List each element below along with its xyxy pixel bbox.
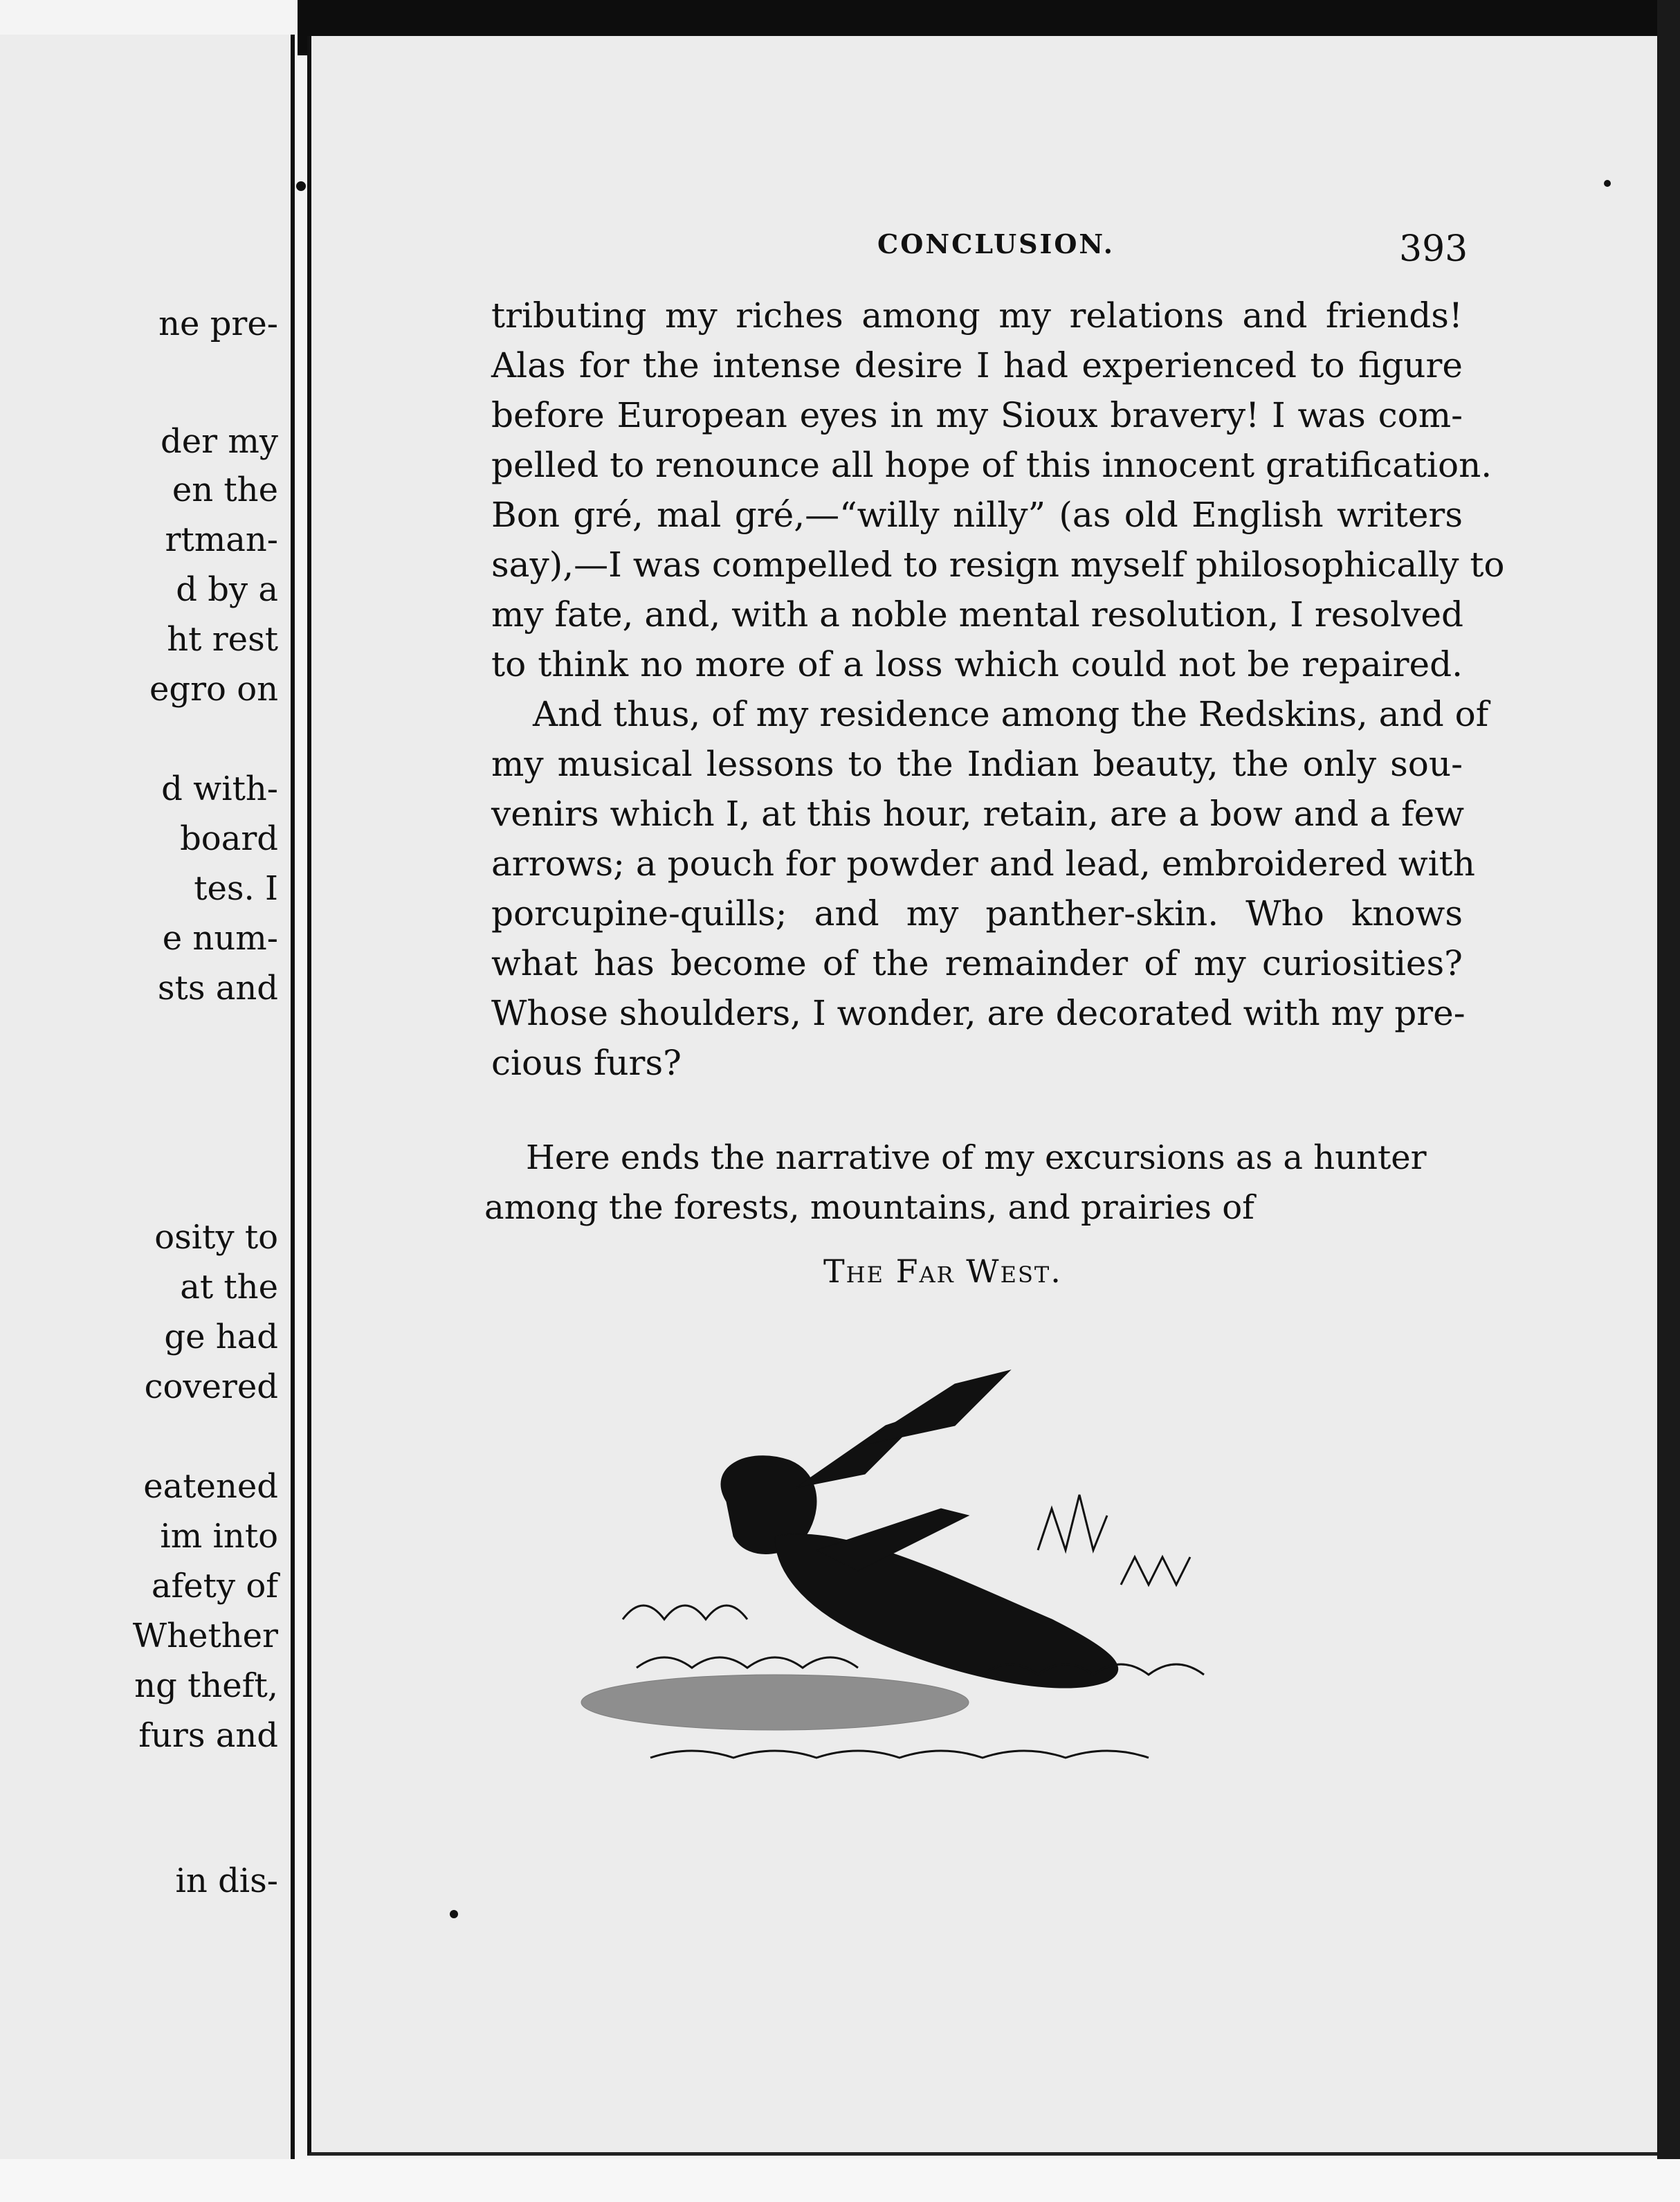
left-page-line: tes. I: [194, 869, 278, 908]
dead-bird-illustration: [567, 1343, 1363, 1820]
left-page-line: egro on: [149, 670, 278, 709]
paragraph-1-line: say),—I was compelled to resign myself philosophically to: [491, 545, 1505, 585]
paragraph-2-line: venirs which I, at this hour, retain, are a bow and a few: [491, 794, 1465, 834]
left-page-line: en the: [172, 471, 278, 509]
paragraph-2-line: porcupine-quills; and my panther-skin. Who knows: [491, 893, 1463, 934]
paragraph-1-line: to think no more of a loss which could not be repaired.: [491, 644, 1463, 684]
left-page-line: sts and: [157, 969, 278, 1008]
left-page-line: ng theft,: [134, 1666, 278, 1705]
closing-line: among the forests, mountains, and prairies of: [484, 1188, 1254, 1227]
left-page-line: ht rest: [167, 620, 278, 659]
scan-speck: [296, 181, 306, 191]
left-page-line: e num-: [162, 919, 278, 958]
paragraph-1-line: my fate, and, with a noble mental resolution, I resolved: [491, 594, 1463, 635]
scan-bottom-margin: [0, 2159, 1680, 2202]
page-number: 393: [1399, 228, 1468, 270]
paragraph-1-line: pelled to renounce all hope of this innocent gratification.: [491, 445, 1492, 485]
paragraph-1-line: before European eyes in my Sioux bravery! I was com-: [491, 395, 1463, 435]
left-page-line: in dis-: [175, 1862, 278, 1900]
left-page-line: afety of: [151, 1567, 278, 1605]
paragraph-2-line: And thus, of my residence among the Redskins, and of: [533, 694, 1489, 734]
scan-speck: [1604, 180, 1611, 187]
paragraph-1-line: tributing my riches among my relations and friends!: [491, 295, 1463, 336]
closing-line: Here ends the narrative of my excursions as a hunter: [526, 1138, 1427, 1177]
scan-speck: [450, 1910, 458, 1918]
running-head: CONCLUSION.: [877, 228, 1115, 260]
scan-right-edge: [1657, 0, 1680, 2202]
paragraph-2-line: what has become of the remainder of my curiosities?: [491, 943, 1463, 983]
left-page-line: osity to: [154, 1218, 278, 1257]
left-page-line: d with-: [161, 770, 278, 808]
paragraph-2-line: arrows; a pouch for powder and lead, embroidered with: [491, 844, 1475, 884]
left-page-line: eatened: [143, 1467, 278, 1506]
left-page: [0, 35, 295, 2159]
left-page-line: furs and: [138, 1716, 278, 1755]
left-page-line: im into: [160, 1517, 278, 1556]
left-page-line: covered: [144, 1367, 278, 1406]
left-page-line: ge had: [164, 1318, 278, 1356]
left-page-line: d by a: [176, 570, 278, 609]
paragraph-2-line: Whose shoulders, I wonder, are decorated with my pre-: [491, 993, 1466, 1033]
closing-title: The Far West.: [823, 1253, 1062, 1290]
left-page-line: at the: [180, 1268, 278, 1307]
paragraph-1-line: Alas for the intense desire I had experienced to figure: [491, 345, 1463, 385]
left-page-line: der my: [161, 422, 278, 461]
paragraph-2-line: cious furs?: [491, 1043, 682, 1083]
paragraph-2-line: my musical lessons to the Indian beauty, the only sou-: [491, 744, 1463, 784]
left-page-line: ne pre-: [158, 304, 278, 343]
left-page-line: rtman-: [165, 520, 278, 559]
paragraph-1-line: Bon gré, mal gré,—“willy nilly” (as old English writers: [491, 495, 1463, 535]
left-page-line: Whether: [132, 1617, 278, 1655]
left-page-line: board: [180, 819, 278, 858]
